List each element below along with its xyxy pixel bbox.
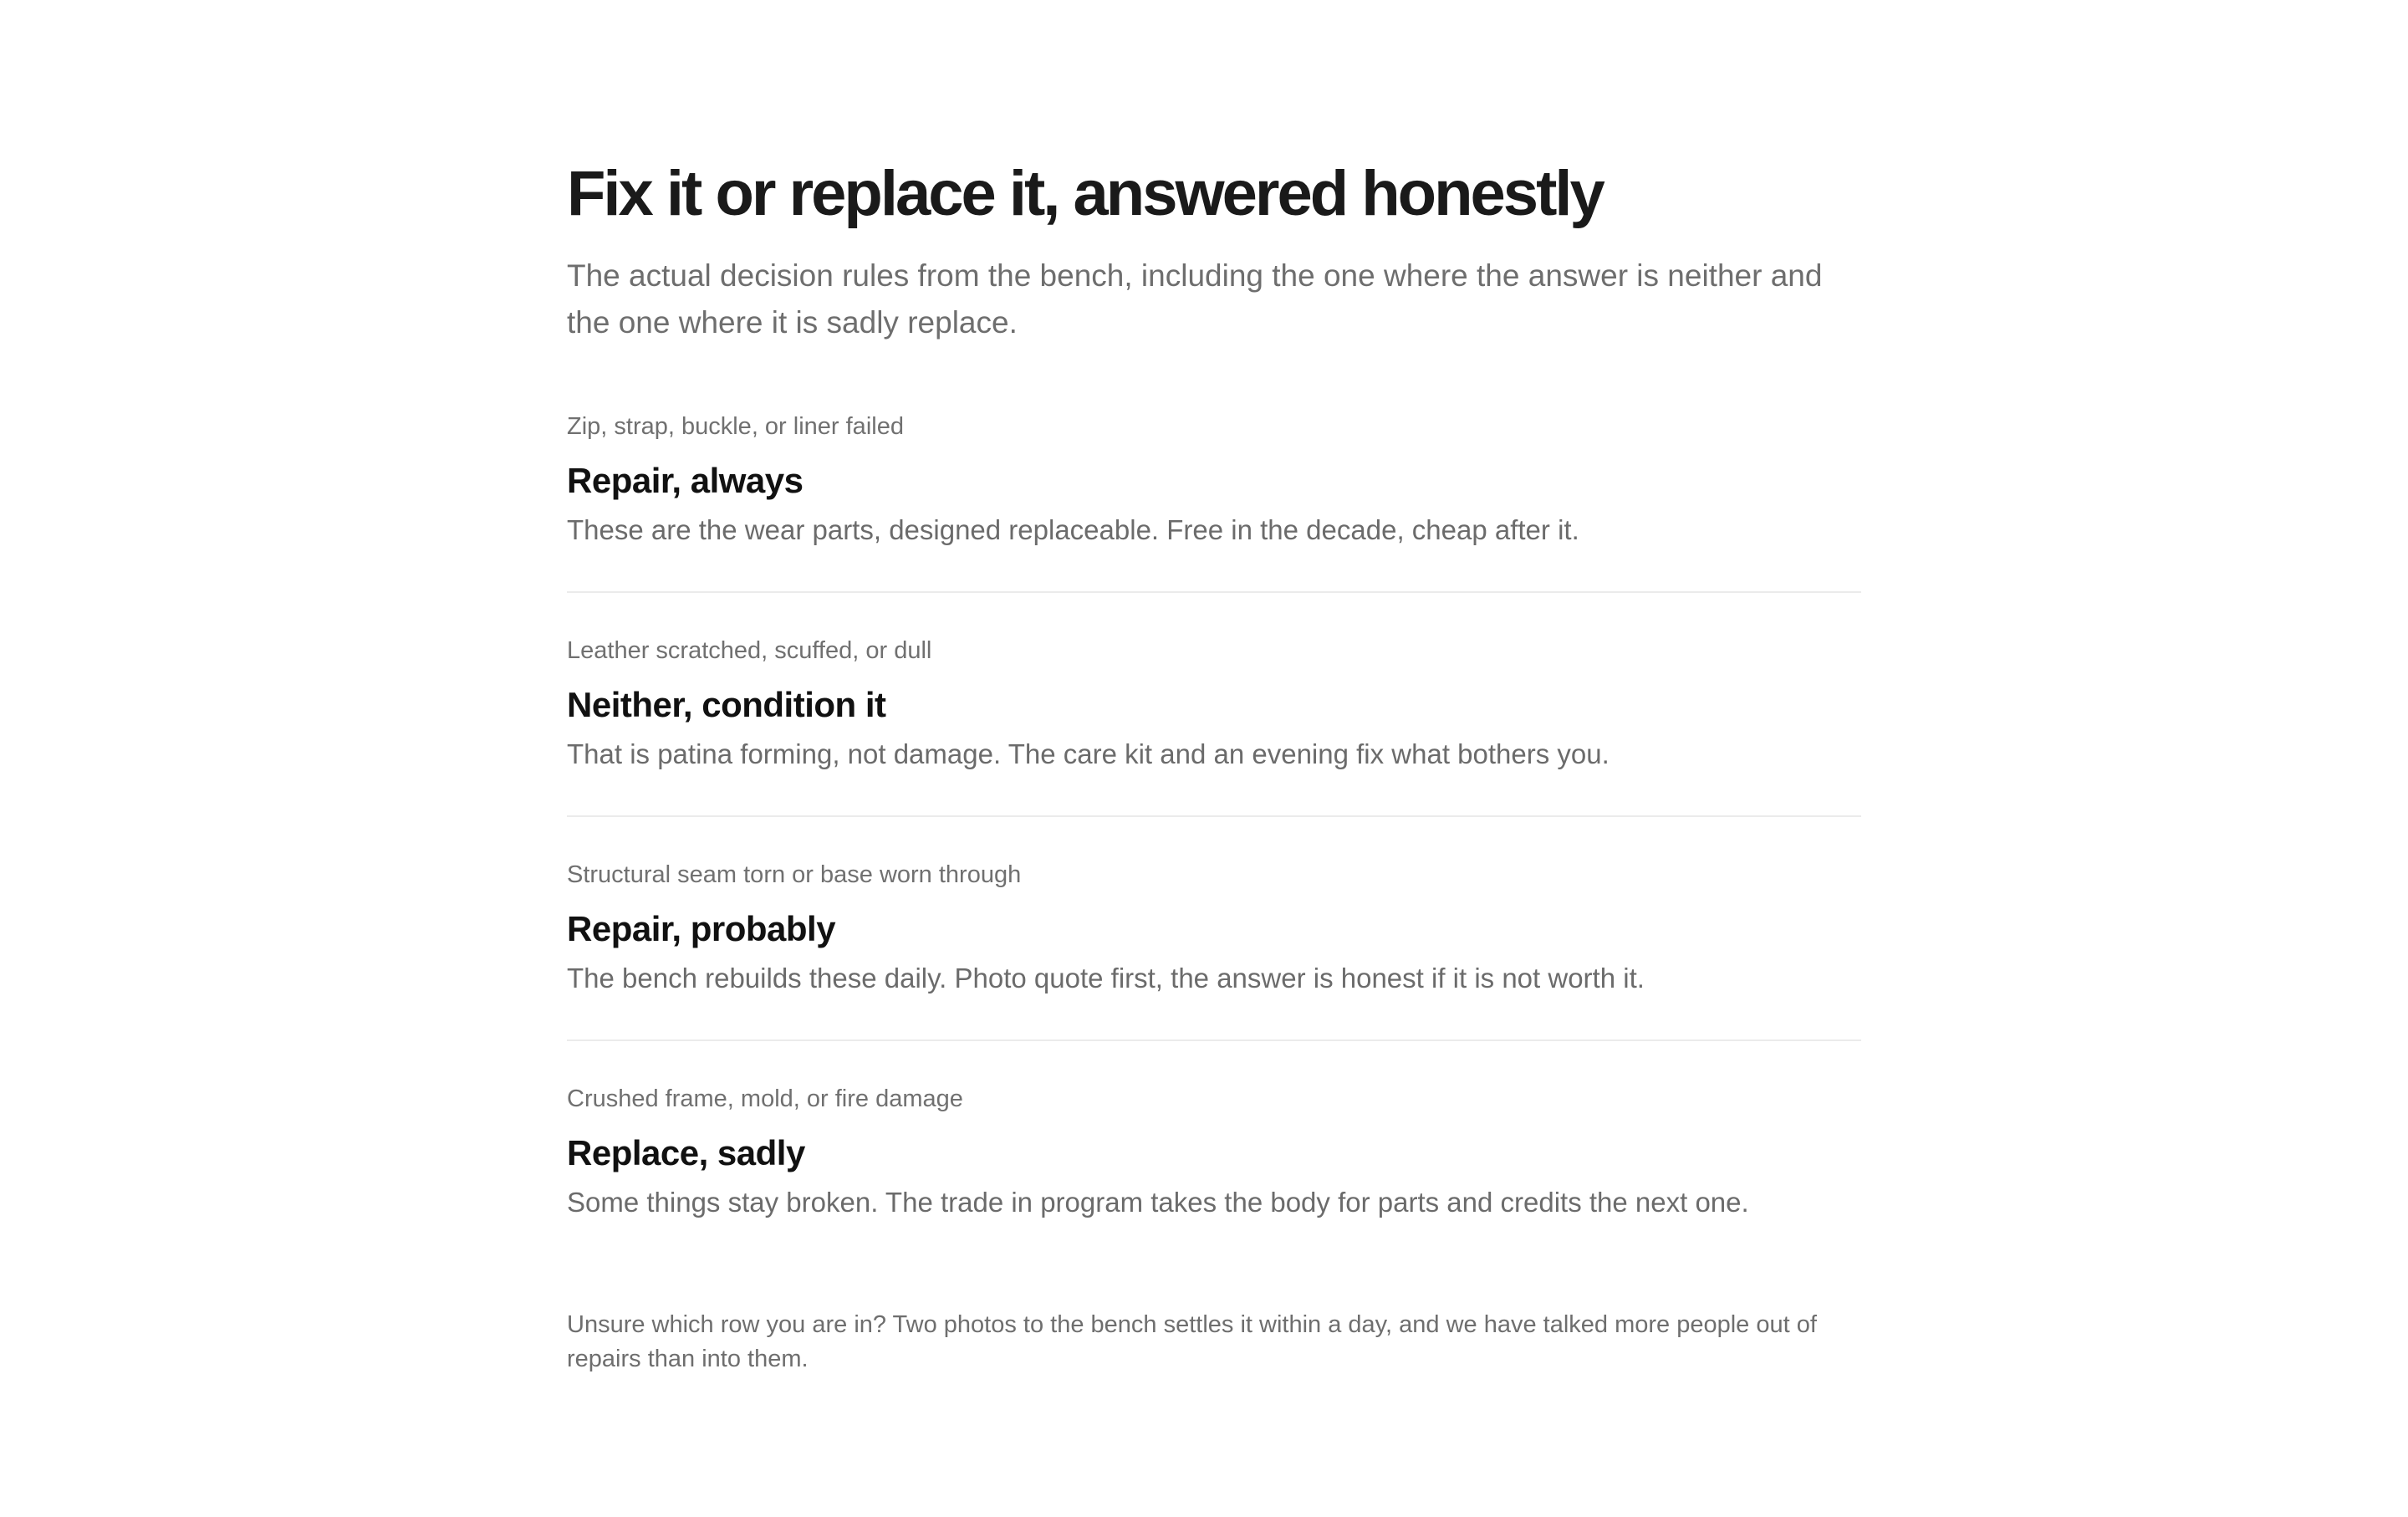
page-title: Fix it or replace it, answered honestly <box>567 158 1603 229</box>
rule-verdict: Repair, probably <box>567 909 836 948</box>
rule-item <box>567 591 1861 774</box>
footnote: Unsure which row you are in? Two photos to the bench settles it within a day, and we have talked more people out of repairs than into them. <box>567 1311 1817 1372</box>
rule-condition: Crushed frame, mold, or fire damage <box>567 1085 963 1112</box>
rule-item <box>567 815 1861 999</box>
rule-detail: These are the wear parts, designed replaceable. Free in the decade, cheap after it. <box>567 514 1579 545</box>
rule-detail: That is patina forming, not damage. The care kit and an evening fix what bothers you. <box>567 738 1610 769</box>
rule-verdict: Neither, condition it <box>567 685 886 724</box>
rule-condition: Structural seam torn or base worn through <box>567 861 1022 888</box>
decision-rules-list <box>567 410 1861 1223</box>
rule-item <box>567 410 1861 550</box>
article <box>567 156 1861 1401</box>
rule-verdict: Replace, sadly <box>567 1133 805 1172</box>
rule-detail: The bench rebuilds these daily. Photo quote first, the answer is honest if it is not worth it. <box>567 963 1645 993</box>
rule-item <box>567 1039 1861 1223</box>
rule-detail: Some things stay broken. The trade in program takes the body for parts and credits the next one. <box>567 1187 1749 1218</box>
rule-verdict: Repair, always <box>567 461 804 500</box>
rule-condition: Zip, strap, buckle, or liner failed <box>567 413 904 440</box>
page-subtitle: The actual decision rules from the bench, including the one where the answer is neither and the one where it is sadly replace. <box>567 258 1823 340</box>
rule-condition: Leather scratched, scuffed, or dull <box>567 637 932 664</box>
